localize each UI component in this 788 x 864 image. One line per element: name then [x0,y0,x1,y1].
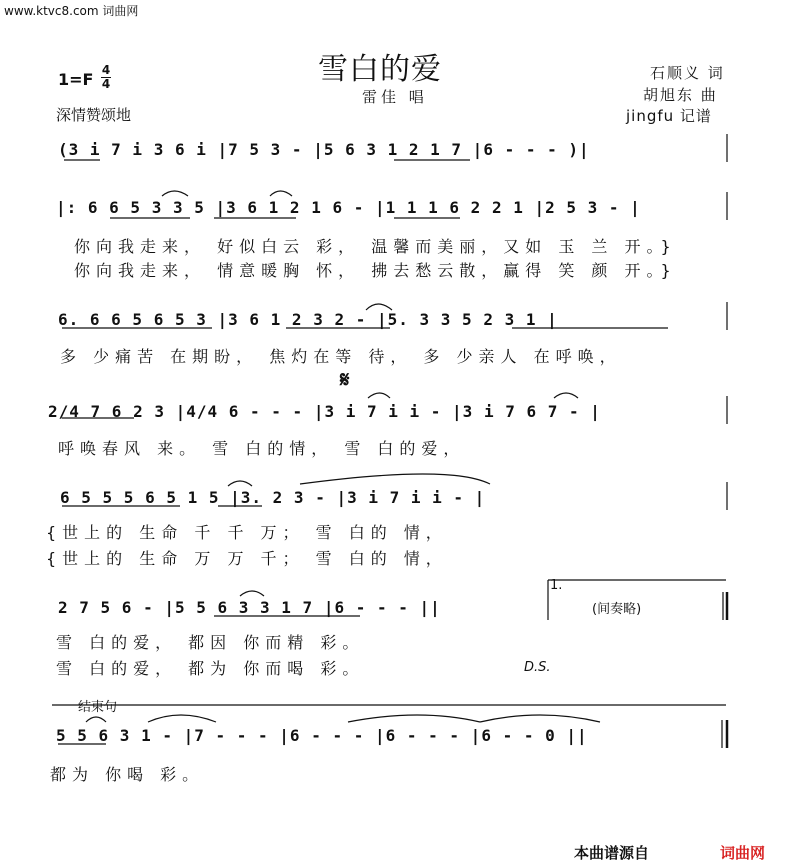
lyrics-row-6-verse-1: 雪 白的爱， 都因 你而精 彩。 [56,633,365,652]
tempo-mood: 深情赞颂地 [56,106,132,124]
lyrics-row-5-verse-2: {世上的 生命 万 万 千； 雪 白的 情， [46,549,448,568]
score-row-6: 2 7 5 6 - |5 5 6 3 3 1 7 |6 - - - || [58,598,441,617]
score-row-2: |: 6 6 5 3 3 5 |3 6 1 2 1 6 - |1 1 1 6 2 2 1 |2 5 3 - | [56,198,641,217]
volta-ending-1: 1. [550,578,563,593]
key-signature: 1=F [58,70,94,89]
lyrics-row-5-verse-1: {世上的 生命 千 千 万； 雪 白的 情， [46,523,448,542]
footer-site-logo[interactable]: 词曲网 [720,844,766,862]
interlude-note: (间奏略) [592,602,642,617]
score-row-1: (3 i 7 i 3 6 i |7 5 3 - |5 6 3 1 2 1 7 |6 - - - )| [58,140,590,159]
composer-credit: 胡旭东 曲 [643,86,718,104]
lyrics-row-2-verse-1: 你向我走来， 好似白云 彩， 温馨而美丽，又如 玉 兰 开。} [74,237,677,256]
lyrics-row-3: 多 少痛苦 在期盼， 焦灼在等 待， 多 少亲人 在呼唤， [60,347,622,366]
singer-credit: 雷佳 唱 [362,88,428,106]
song-title: 雪白的爱 [318,52,442,87]
score-row-4: 2/4 7 6 2 3 |4/4 6 - - - |3 i 7 i i - |3 i 7 6 7 - | [48,402,601,421]
segno-sign: 𝄋 [340,368,350,393]
score-row-5: 6 5 5 5 6 5 1 5 |3. 2 3 - |3 i 7 i i - | [60,488,486,507]
footer-source-text: 本曲谱源自 [574,844,650,862]
watermark-url: www.ktvc8.com 词曲网 [4,4,139,18]
coda-label: 结束句 [78,700,118,715]
lyrics-row-6-verse-2: 雪 白的爱， 都为 你而喝 彩。 [56,659,365,678]
lyricist-credit: 石顺义 词 [650,64,725,82]
lyrics-row-2-verse-2: 你向我走来， 情意暖胸 怀， 拂去愁云散，赢得 笑 颜 开。} [74,261,677,280]
meter-top: 4 [101,63,111,77]
lyrics-row-7: 都为 你喝 彩。 [50,765,205,784]
transcriber-credit: jingfu 记谱 [626,107,712,125]
score-row-3: 6. 6 6 5 6 5 3 |3 6 1 2 3 2 - |5. 3 3 5 2 3 1 | [58,310,558,329]
dal-segno-mark: D.S. [524,660,551,675]
meter-bottom: 4 [101,77,111,91]
lyrics-row-4: 呼唤春风 来。 雪 白的情， 雪 白的爱， [58,439,466,458]
score-row-7: 5 5 6 3 1 - |7 - - - |6 - - - |6 - - - |6 - - 0 || [56,726,588,745]
